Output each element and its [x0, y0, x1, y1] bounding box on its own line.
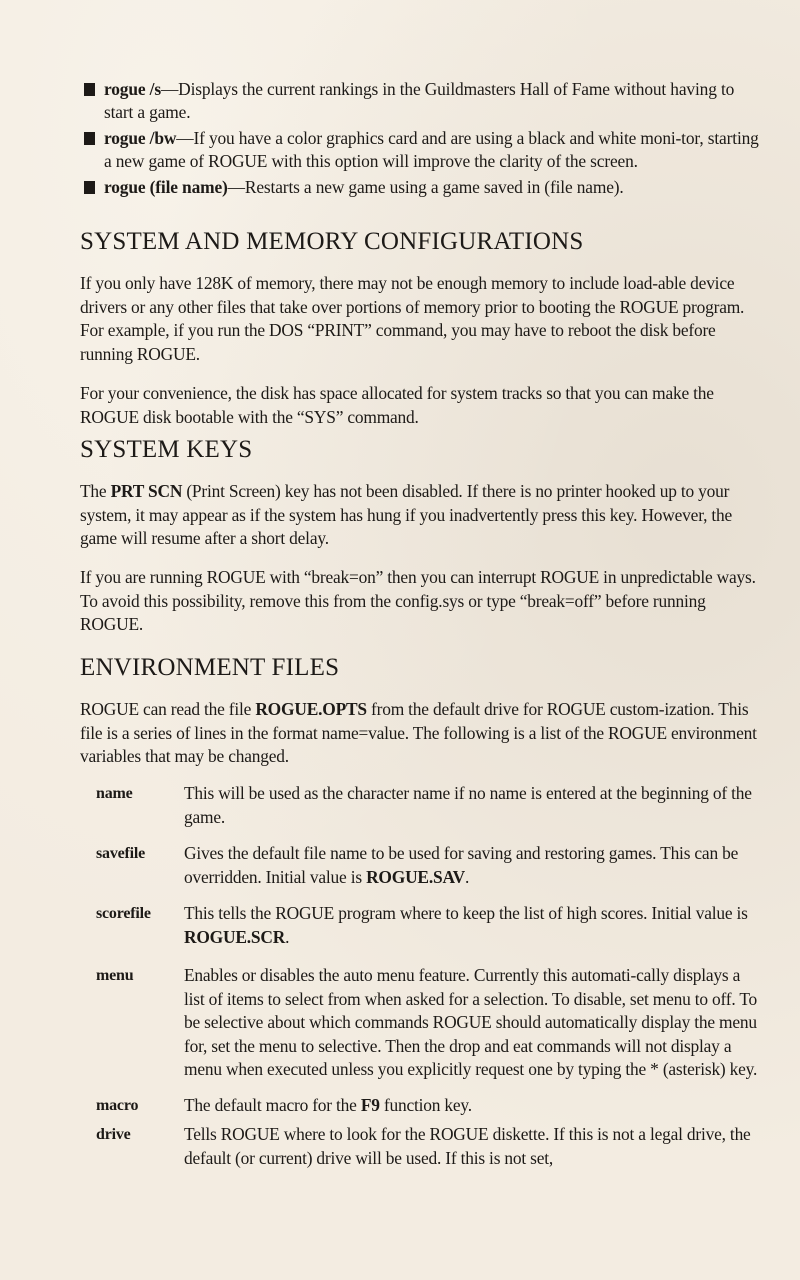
variable-row [96, 782, 760, 829]
variable-definition: Tells ROGUE where to look for the ROGUE diskette. If this is not a legal drive, the default (or current) drive will be used. If this is not set, [184, 1124, 751, 1168]
list-item [84, 78, 764, 124]
environment-variables-list [96, 782, 760, 1182]
keys-paragraph-2: If you are running ROGUE with “break=on” then you can interrupt ROGUE in unpredictable ways. To avoid this possibility, remove this from the config.sys or type “break=off” before running ROGUE. [80, 567, 756, 634]
section-heading-env: ENVIRONMENT FILES [80, 654, 340, 681]
square-bullet-icon [84, 132, 95, 145]
option-text: —Displays the current rankings in the Guildmasters Hall of Fame without having to start a game. [104, 79, 735, 122]
variable-term: drive [96, 1126, 131, 1143]
prt-scn-key: PRT SCN [110, 481, 183, 501]
variable-definition: Gives the default file name to be used for saving and restoring games. This can be overridden. Initial value is ROGUE.SAV. [184, 843, 739, 887]
option-term: rogue /s [104, 79, 161, 99]
variable-row [96, 1123, 760, 1170]
memory-paragraph-1: If you only have 128K of memory, there may not be enough memory to include load-able device drivers or any other files that take over portions of memory prior to booting the ROGUE program. For example, if you run the DOS “PRINT” command, you may have to reboot the disk before running ROGUE. [80, 273, 745, 364]
variable-term: savefile [96, 845, 146, 862]
square-bullet-icon [84, 181, 95, 194]
list-item [84, 127, 764, 173]
variable-term: macro [96, 1096, 139, 1114]
memory-paragraph-2: For your convenience, the disk has space allocated for system tracks so that you can make the ROGUE disk bootable with the “SYS” command. [80, 383, 714, 427]
section-heading-memory: SYSTEM AND MEMORY CONFIGURATIONS [80, 228, 584, 255]
variable-row [96, 902, 760, 949]
variable-definition: This tells the ROGUE program where to keep the list of high scores. Initial value is ROGUE.SCR. [184, 903, 748, 947]
variable-definition: Enables or disables the auto menu feature. Currently this automati-cally displays a list of items to select from when asked for a selection. To disable, set menu to off. To be selective about which commands ROGUE should automatically display the menu for, set the menu to selective. Then the drop and eat commands will not display a menu when executed unless you explicitly request one by typing the * (asterisk) key. [184, 965, 758, 1079]
opts-filename: ROGUE.OPTS [255, 699, 367, 719]
variable-term: scorefile [96, 905, 151, 922]
list-item [84, 176, 764, 199]
variable-definition: This will be used as the character name if no name is entered at the beginning of the game. [184, 783, 752, 827]
variable-row [96, 1094, 760, 1118]
variable-row [96, 964, 760, 1082]
option-term: rogue (file name) [104, 177, 228, 197]
option-text: —If you have a color graphics card and are using a black and white moni-tor, starting a new game of ROGUE with this option will improve the clarity of the screen. [104, 128, 759, 171]
keys-paragraph-1: The PRT SCN (Print Screen) key has not been disabled. If there is no printer hooked up to your system, it may appear as if the system has hung if you inadvertently press this key. However, the game will resume after a short delay. [80, 481, 733, 548]
variable-term: name [96, 785, 133, 802]
env-paragraph-1: ROGUE can read the file ROGUE.OPTS from the default drive for ROGUE custom-ization. This file is a series of lines in the format name=value. The following is a list of the ROGUE environment variables that may be changed. [80, 699, 757, 766]
square-bullet-icon [84, 83, 95, 96]
variable-term: menu [96, 967, 134, 984]
variable-definition: The default macro for the F9 function key. [184, 1094, 472, 1115]
section-heading-keys: SYSTEM KEYS [80, 436, 253, 463]
variable-row [96, 842, 760, 889]
command-options-list [84, 78, 764, 202]
option-term: rogue /bw [104, 128, 177, 148]
option-text: —Restarts a new game using a game saved in (file name). [227, 177, 624, 197]
